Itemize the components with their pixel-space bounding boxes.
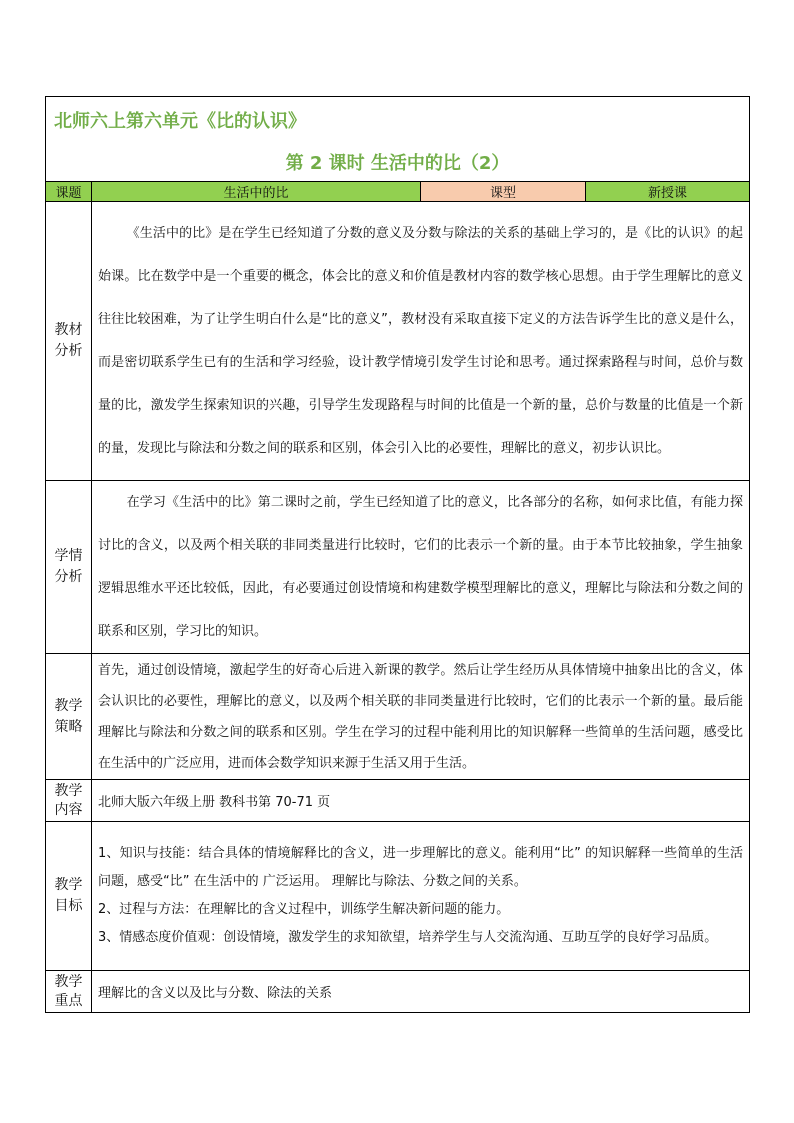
student-analysis-label: 学情分析 xyxy=(46,481,92,654)
teaching-strategy-row xyxy=(46,654,750,780)
teaching-goals-row xyxy=(46,822,750,971)
key-points-label: 教学重点 xyxy=(46,971,92,1013)
lesson-plan-table xyxy=(45,96,750,1013)
type-label: 课型 xyxy=(421,182,586,202)
title-cell xyxy=(46,97,750,182)
lesson-subtitle: 第 2 课时 生活中的比（2） xyxy=(285,153,510,174)
textbook-analysis-row xyxy=(46,202,750,481)
topic-label: 课题 xyxy=(46,182,92,202)
goal-item-knowledge: 1、知识与技能：结合具体的情境解释比的含义，进一步理解比的意义。能利用“比” 的知识解释一些简单的生活问题，感受“比” 在生活中的 广泛运用。 理解比与除法、分数之间的关系。 xyxy=(98,846,743,889)
teaching-content-row xyxy=(46,780,750,822)
teaching-goals-label: 教学目标 xyxy=(46,822,92,971)
goal-item-attitude: 3、情感态度价值观：创设情境，激发学生的求知欲望，培养学生与人交流沟通、互助互学的良好学习品质。 xyxy=(98,930,718,945)
topic-value: 生活中的比 xyxy=(92,182,421,202)
teaching-content-label: 教学内容 xyxy=(46,780,92,822)
goal-item-process: 2、过程与方法：在理解比的含义过程中，训练学生解决新问题的能力。 xyxy=(98,902,510,917)
teaching-content-text: 北师大版六年级上册 教科书第 70-71 页 xyxy=(92,780,750,822)
lesson-plan-document xyxy=(45,96,749,1013)
student-analysis-row xyxy=(46,481,750,654)
student-analysis-text: 在学习《生活中的比》第二课时之前，学生已经知道了比的意义，比各部分的名称，如何求比值，有能力探讨比的含义，以及两个相关联的非同类量进行比较时，它们的比表示一个新的量。由于本节比较抽象，学生抽象逻辑思维水平还比较低，因此，有必要通过创设情境和构建数学模型理解比的意义，理解比与除法和分数之间的联系和区别，学习比的知识。 xyxy=(92,481,750,654)
key-points-row xyxy=(46,971,750,1013)
type-value: 新授课 xyxy=(586,182,750,202)
teaching-strategy-text: 首先，通过创设情境，激起学生的好奇心后进入新课的教学。然后让学生经历从具体情境中抽象出比的含义，体会认识比的必要性，理解比的意义，以及两个相关联的非同类量进行比较时，它们的比表示一个新的量。最后能理解比与除法和分数之间的联系和区别。学生在学习的过程中能利用比的知识解释一些简单的生活问题，感受比在生活中的广泛应用，进而体会数学知识来源于生活又用于生活。 xyxy=(92,654,750,780)
info-row xyxy=(46,182,750,202)
key-points-text: 理解比的含义以及比与分数、除法的关系 xyxy=(92,971,750,1013)
textbook-analysis-label: 教材分析 xyxy=(46,202,92,481)
main-title: 北师六上第六单元《比的认识》 xyxy=(54,111,306,132)
teaching-strategy-label: 教学策略 xyxy=(46,654,92,780)
teaching-goals-text xyxy=(92,822,750,971)
textbook-analysis-text: 《生活中的比》是在学生已经知道了分数的意义及分数与除法的关系的基础上学习的，是《比的认识》的起始课。比在数学中是一个重要的概念，体会比的意义和价值是教材内容的数学核心思想。由于学生理解比的意义往往比较困难，为了让学生明白什么是“比的意义”，教材没有采取直接下定义的方法告诉学生比的意义是什么，而是密切联系学生已有的生活和学习经验，设计教学情境引发学生讨论和思考。通过探索路程与时间，总价与数量的比，激发学生探索知识的兴趣，引导学生发现路程与时间的比值是一个新的量，总价与数量的比值是一个新的量，发现比与除法和分数之间的联系和区别，体会引入比的必要性，理解比的意义，初步认识比。 xyxy=(92,202,750,481)
